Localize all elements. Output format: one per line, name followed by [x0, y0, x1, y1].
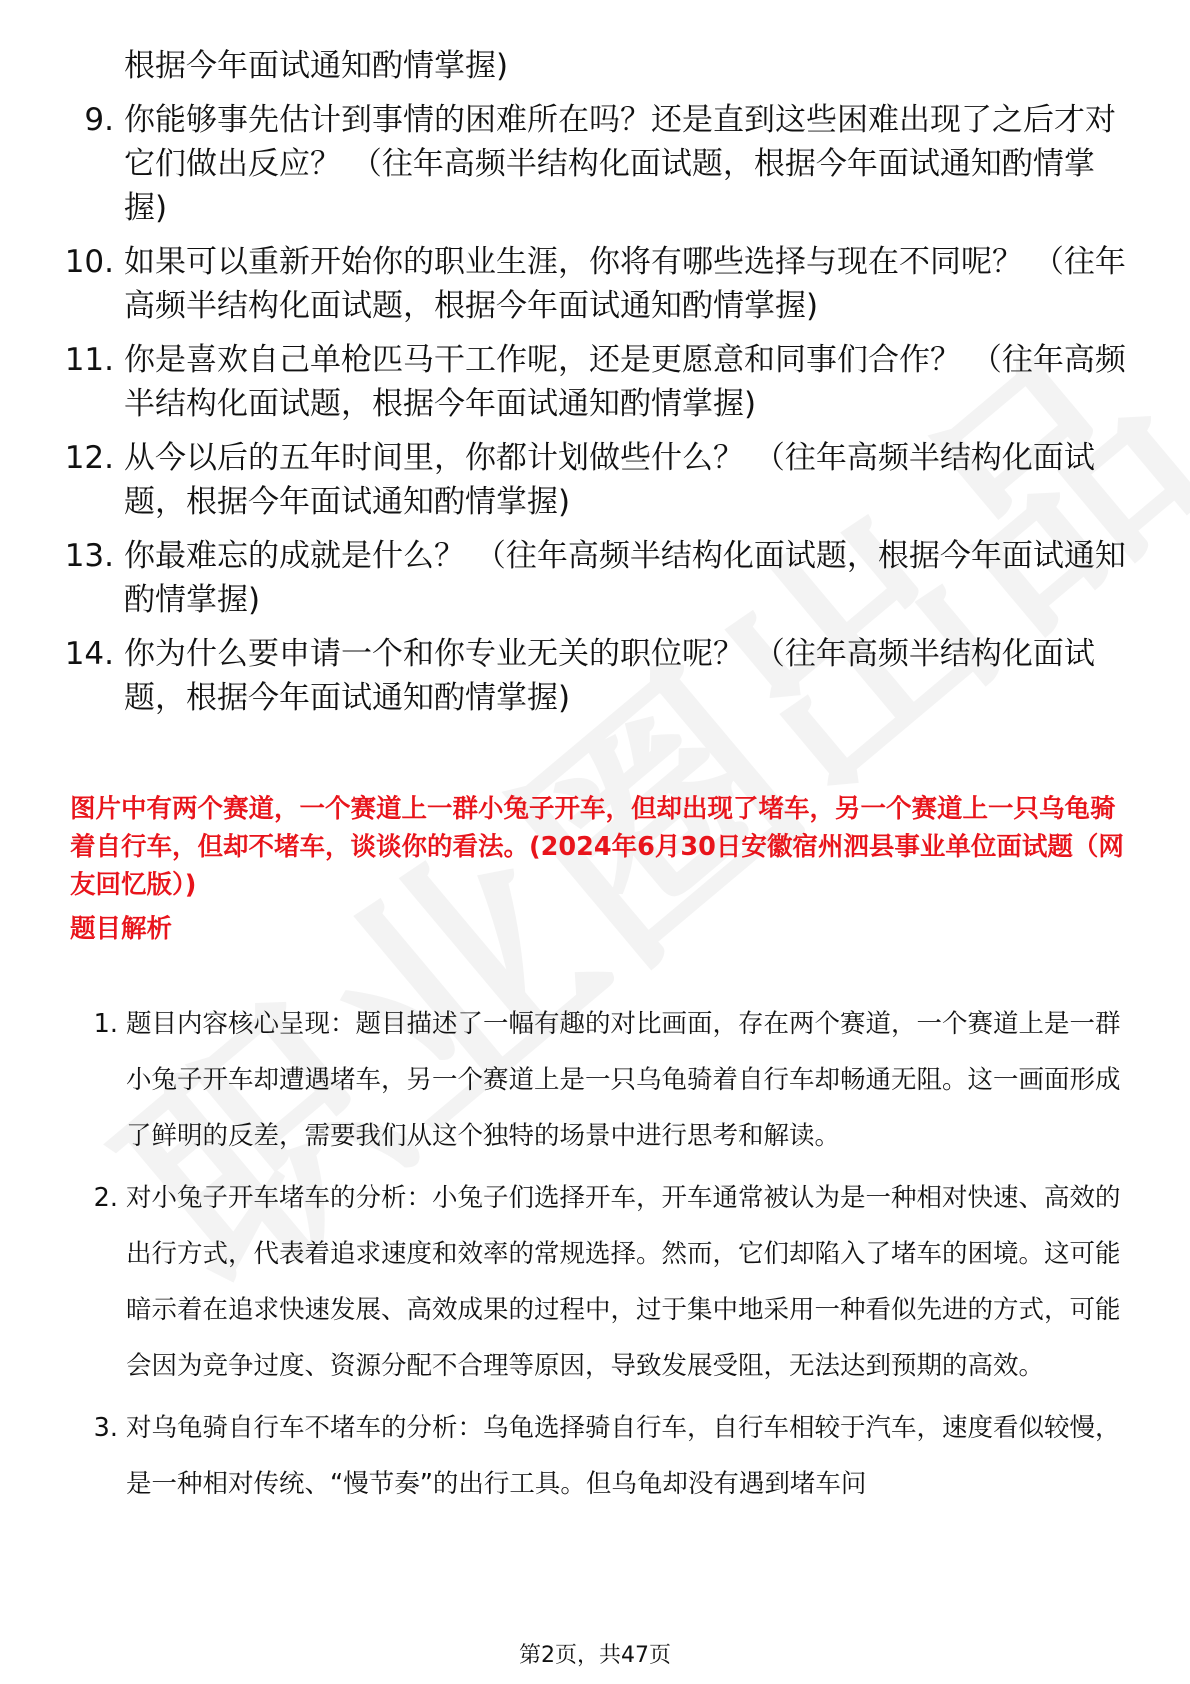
item-text: 你能够事先估计到事情的困难所在吗？还是直到这些困难出现了之后才对它们做出反应？ （往年高频半结构化面试题，根据今年面试通知酌情掌握)	[124, 102, 1116, 226]
item-number: 9.	[84, 102, 114, 138]
list-item	[0, 1170, 1190, 1394]
item-number: 2.	[93, 1183, 118, 1213]
list-item	[0, 534, 1190, 622]
item-text: 根据今年面试通知酌情掌握)	[124, 48, 509, 84]
item-text: 对小兔子开车堵车的分析：小兔子们选择开车，开车通常被认为是一种相对快速、高效的出行方式，代表着追求速度和效率的常规选择。然而，它们却陷入了堵车的困境。这可能暗示着在追求快速发展、高效成果的过程中，过于集中地采用一种看似先进的方式，可能会因为竞争过度、资源分配不合理等原因，导致发展受阻，无法达到预期的高效。	[126, 1183, 1121, 1381]
question-heading: 图片中有两个赛道，一个赛道上一群小兔子开车，但却出现了堵车，另一个赛道上一只乌龟骑着自行车，但却不堵车，谈谈你的看法。(2024年6月30日安徽宿州泗县事业单位面试题（网友回忆版）)	[70, 794, 1124, 900]
list-item	[0, 44, 1190, 88]
analysis-list	[0, 996, 1190, 1518]
list-item	[0, 98, 1190, 230]
page-number: 第2页，共47页	[519, 1643, 671, 1668]
item-text: 你是喜欢自己单枪匹马干工作呢，还是更愿意和同事们合作？ （往年高频半结构化面试题，根据今年面试通知酌情掌握)	[124, 342, 1126, 422]
list-item	[0, 338, 1190, 426]
item-number: 1.	[93, 1009, 118, 1039]
list-item	[0, 1400, 1190, 1512]
item-number: 13.	[64, 538, 114, 574]
list-item	[0, 240, 1190, 328]
item-text: 题目内容核心呈现：题目描述了一幅有趣的对比画面，存在两个赛道，一个赛道上是一群小兔子开车却遭遇堵车，另一个赛道上是一只乌龟骑着自行车却畅通无阻。这一画面形成了鲜明的反差，需要我们从这个独特的场景中进行思考和解读。	[126, 1009, 1121, 1151]
item-text: 对乌龟骑自行车不堵车的分析：乌龟选择骑自行车，自行车相较于汽车，速度看似较慢，是一种相对传统、“慢节奏”的出行工具。但乌龟却没有遇到堵车问	[126, 1413, 1121, 1499]
analysis-heading: 题目解析	[70, 914, 173, 944]
item-text: 如果可以重新开始你的职业生涯，你将有哪些选择与现在不同呢？ （往年高频半结构化面试题，根据今年面试通知酌情掌握)	[124, 244, 1126, 324]
item-number: 12.	[64, 440, 114, 476]
item-text: 你为什么要申请一个和你专业无关的职位呢？ （往年高频半结构化面试题，根据今年面试通知酌情掌握)	[124, 636, 1095, 716]
item-number: 11.	[64, 342, 114, 378]
list-item	[0, 632, 1190, 720]
item-number: 14.	[64, 636, 114, 672]
item-number: 3.	[93, 1413, 118, 1443]
item-text: 你最难忘的成就是什么？ （往年高频半结构化面试题，根据今年面试通知酌情掌握)	[124, 538, 1126, 618]
list-item	[0, 436, 1190, 524]
list-item	[0, 996, 1190, 1164]
question-list	[0, 44, 1190, 730]
item-text: 从今以后的五年时间里，你都计划做些什么？ （往年高频半结构化面试题，根据今年面试通知酌情掌握)	[124, 440, 1095, 520]
item-number: 10.	[64, 244, 114, 280]
